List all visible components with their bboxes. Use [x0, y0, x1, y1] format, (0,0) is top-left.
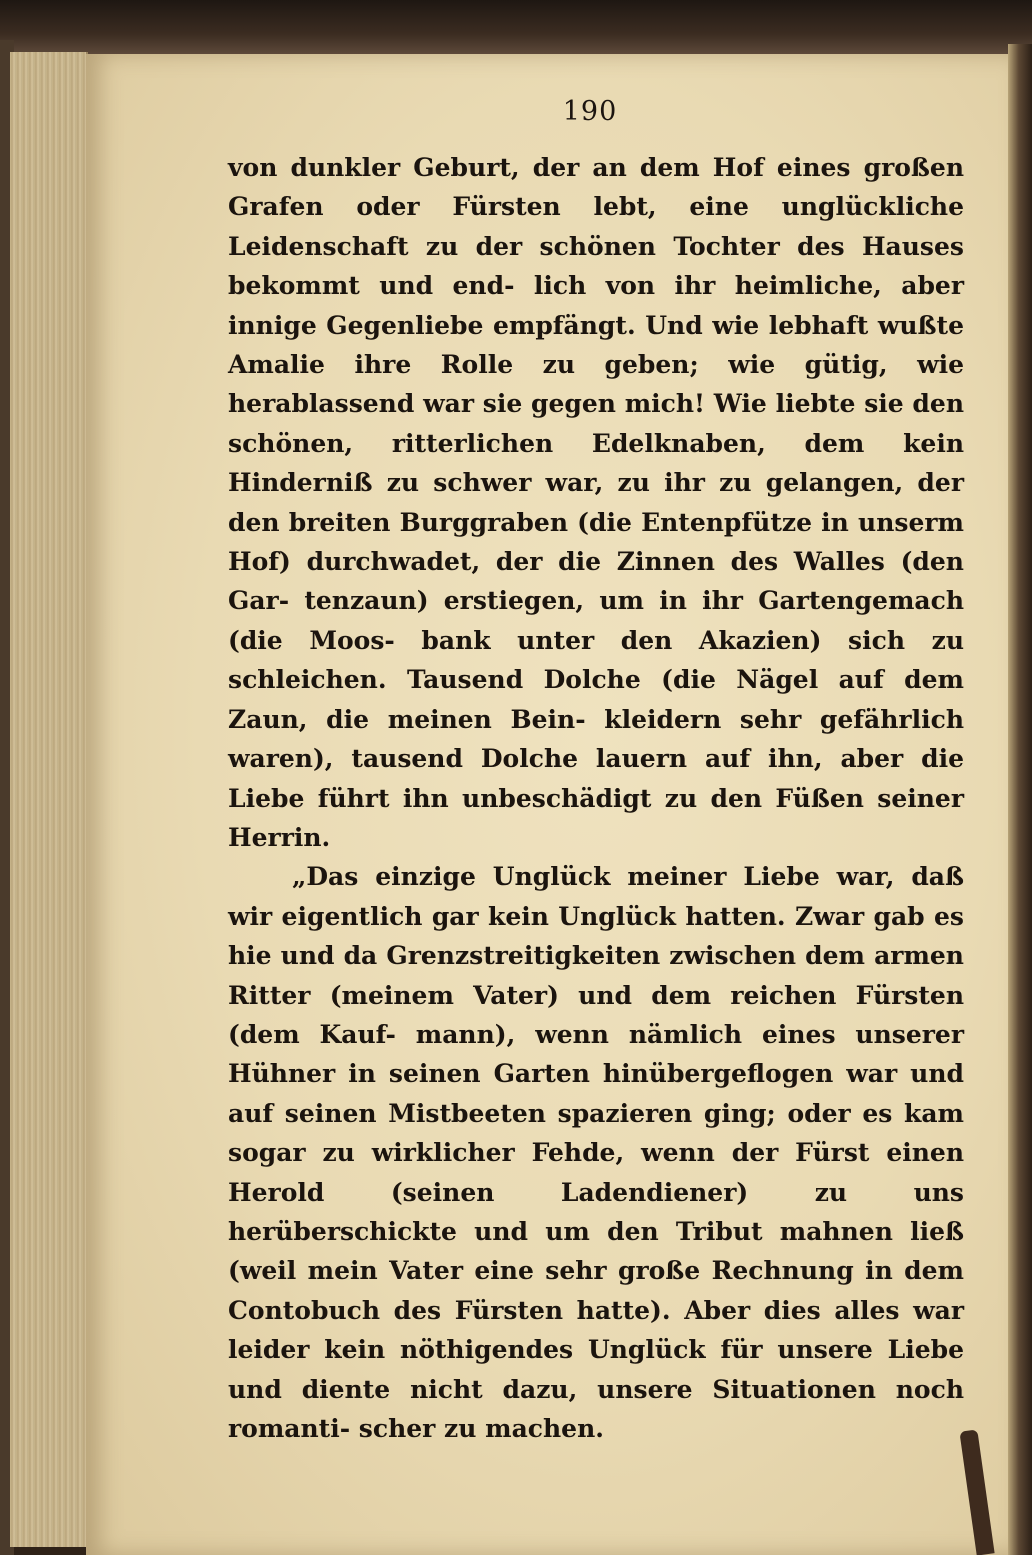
page-text: [228, 148, 964, 1448]
paragraph-2: „Das einzige Unglück meiner Liebe war, daß wir eigentlich gar kein Unglück hatten. Zwar gab es hie und da Grenzstreitigkeiten zwischen dem armen Ritter (meinem Vater) und dem reichen Fürsten (dem Kauf- mann), wenn nämlich eines unserer Hühner in seinen Garten hinübergeflogen war und auf seinen Mistbeeten spazieren ging; oder es kam sogar zu wirklicher Fehde, wenn der Fürst einen Herold (seinen Ladendiener) zu uns herüberschickte und um den Tribut mahnen ließ (weil mein Vater eine sehr große Rechnung in dem Contobuch des Fürsten hatte). Aber dies alles war leider kein nöthigendes Unglück für unsere Liebe und diente nicht dazu, unsere Situationen noch romanti- scher zu machen.: [228, 862, 964, 1443]
paragraph-1: von dunkler Geburt, der an dem Hof eines großen Grafen oder Fürsten lebt, eine unglückliche Leidenschaft zu der schönen Tochter des Hauses bekommt und end- lich von ihr heimliche, aber innige Gegenliebe empfängt. Und wie lebhaft wußte Amalie ihre Rolle zu geben; wie gütig, wie herablassend war sie gegen mich! Wie liebte sie den schönen, ritterlichen Edelknaben, dem kein Hinderniß zu schwer war, zu ihr zu gelangen, der den breiten Burggraben (die Entenpfütze in unserm Hof) durchwadet, der die Zinnen des Walles (den Gar- tenzaun) erstiegen, um in ihr Gartengemach (die Moos- bank unter den Akazien) sich zu schleichen. Tausend Dolche (die Nägel auf dem Zaun, die meinen Bein- kleidern sehr gefährlich waren), tausend Dolche lauern auf ihn, aber die Liebe führt ihn unbeschädigt zu den Füßen seiner Herrin.: [228, 153, 964, 852]
scanner-top-edge: [0, 0, 1032, 62]
page-stack-edge: [10, 52, 88, 1547]
cover-edge: [1008, 44, 1032, 1555]
page-number: 190: [562, 96, 618, 127]
